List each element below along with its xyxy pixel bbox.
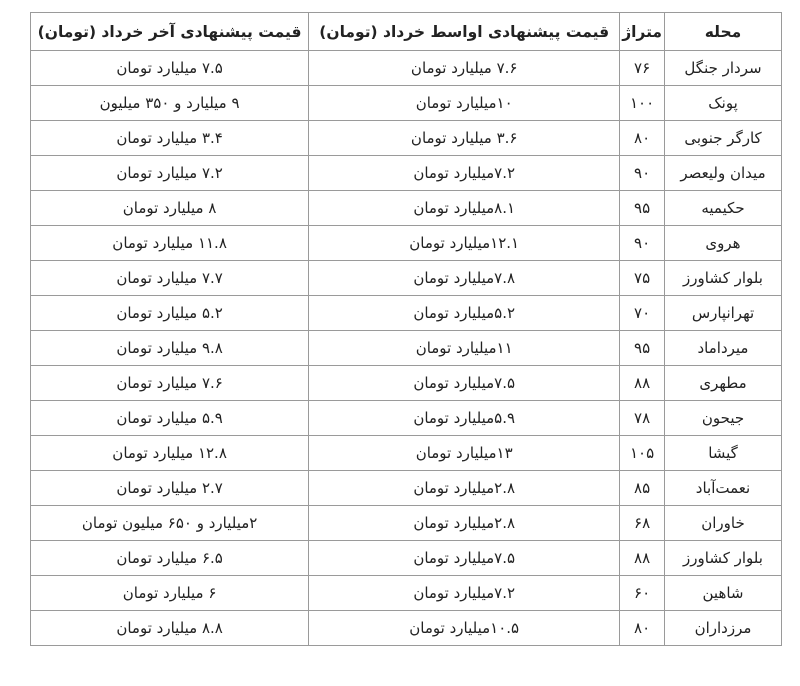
cell-end-price: ۱۲.۸ میلیارد تومان	[31, 436, 309, 471]
cell-mid-price: ۷.۲میلیارد تومان	[309, 156, 620, 191]
cell-area: ۸۵	[620, 471, 665, 506]
cell-mid-price: ۱۰میلیارد تومان	[309, 86, 620, 121]
cell-mid-price: ۷.۵میلیارد تومان	[309, 366, 620, 401]
cell-neighborhood: پونک	[665, 86, 782, 121]
cell-end-price: ۸.۸ میلیارد تومان	[31, 611, 309, 646]
cell-area: ۹۵	[620, 331, 665, 366]
cell-mid-price: ۵.۹میلیارد تومان	[309, 401, 620, 436]
cell-neighborhood: گیشا	[665, 436, 782, 471]
cell-end-price: ۸ میلیارد تومان	[31, 191, 309, 226]
table-row	[31, 436, 782, 471]
cell-neighborhood: حکیمیه	[665, 191, 782, 226]
cell-area: ۱۰۵	[620, 436, 665, 471]
table-row	[31, 156, 782, 191]
cell-end-price: ۱۱.۸ میلیارد تومان	[31, 226, 309, 261]
cell-neighborhood: خاوران	[665, 506, 782, 541]
cell-mid-price: ۱۰.۵میلیارد تومان	[309, 611, 620, 646]
cell-end-price: ۷.۵ میلیارد تومان	[31, 51, 309, 86]
cell-area: ۷۶	[620, 51, 665, 86]
table-row	[31, 401, 782, 436]
header-row	[31, 13, 782, 51]
cell-neighborhood: کارگر جنوبی	[665, 121, 782, 156]
cell-mid-price: ۷.۸میلیارد تومان	[309, 261, 620, 296]
cell-mid-price: ۸.۱میلیارد تومان	[309, 191, 620, 226]
cell-end-price: ۷.۷ میلیارد تومان	[31, 261, 309, 296]
cell-neighborhood: تهرانپارس	[665, 296, 782, 331]
table-row	[31, 226, 782, 261]
price-table	[30, 12, 782, 646]
cell-mid-price: ۵.۲میلیارد تومان	[309, 296, 620, 331]
cell-area: ۷۰	[620, 296, 665, 331]
table-row	[31, 611, 782, 646]
cell-area: ۷۸	[620, 401, 665, 436]
cell-area: ۹۵	[620, 191, 665, 226]
cell-neighborhood: مطهری	[665, 366, 782, 401]
cell-neighborhood: جیحون	[665, 401, 782, 436]
header-end-price: قیمت پیشنهادی آخر خرداد (تومان)	[31, 13, 309, 51]
cell-area: ۶۰	[620, 576, 665, 611]
cell-mid-price: ۲.۸میلیارد تومان	[309, 506, 620, 541]
cell-area: ۸۸	[620, 541, 665, 576]
cell-area: ۹۰	[620, 156, 665, 191]
cell-area: ۱۰۰	[620, 86, 665, 121]
cell-neighborhood: بلوار کشاورز	[665, 261, 782, 296]
cell-end-price: ۵.۲ میلیارد تومان	[31, 296, 309, 331]
cell-end-price: ۵.۹ میلیارد تومان	[31, 401, 309, 436]
table-row	[31, 331, 782, 366]
cell-end-price: ۷.۶ میلیارد تومان	[31, 366, 309, 401]
table-row	[31, 261, 782, 296]
cell-mid-price: ۱۳میلیارد تومان	[309, 436, 620, 471]
cell-mid-price: ۱۱میلیارد تومان	[309, 331, 620, 366]
cell-end-price: ۷.۲ میلیارد تومان	[31, 156, 309, 191]
cell-area: ۸۸	[620, 366, 665, 401]
cell-neighborhood: مرزداران	[665, 611, 782, 646]
table-row	[31, 541, 782, 576]
table-row	[31, 51, 782, 86]
cell-neighborhood: هروی	[665, 226, 782, 261]
cell-end-price: ۲میلیارد و ۶۵۰ میلیون تومان	[31, 506, 309, 541]
table-row	[31, 296, 782, 331]
cell-mid-price: ۷.۲میلیارد تومان	[309, 576, 620, 611]
cell-end-price: ۲.۷ میلیارد تومان	[31, 471, 309, 506]
table-row	[31, 121, 782, 156]
cell-neighborhood: بلوار کشاورز	[665, 541, 782, 576]
header-neighborhood: محله	[665, 13, 782, 51]
table-row	[31, 471, 782, 506]
cell-neighborhood: شاهین	[665, 576, 782, 611]
cell-area: ۸۰	[620, 121, 665, 156]
cell-mid-price: ۳.۶ میلیارد تومان	[309, 121, 620, 156]
cell-end-price: ۹ میلیارد و ۳۵۰ میلیون	[31, 86, 309, 121]
table-row	[31, 366, 782, 401]
cell-end-price: ۳.۴ میلیارد تومان	[31, 121, 309, 156]
header-area: متراژ	[620, 13, 665, 51]
table-row	[31, 506, 782, 541]
cell-neighborhood: نعمت‌آباد	[665, 471, 782, 506]
cell-area: ۷۵	[620, 261, 665, 296]
cell-area: ۶۸	[620, 506, 665, 541]
cell-area: ۸۰	[620, 611, 665, 646]
cell-neighborhood: میرداماد	[665, 331, 782, 366]
cell-end-price: ۶ میلیارد تومان	[31, 576, 309, 611]
header-mid-price: قیمت پیشنهادی اواسط خرداد (تومان)	[309, 13, 620, 51]
table-row	[31, 191, 782, 226]
cell-area: ۹۰	[620, 226, 665, 261]
cell-end-price: ۶.۵ میلیارد تومان	[31, 541, 309, 576]
cell-neighborhood: میدان ولیعصر	[665, 156, 782, 191]
cell-mid-price: ۱۲.۱میلیارد تومان	[309, 226, 620, 261]
table-row	[31, 576, 782, 611]
cell-mid-price: ۷.۵میلیارد تومان	[309, 541, 620, 576]
cell-mid-price: ۷.۶ میلیارد تومان	[309, 51, 620, 86]
cell-neighborhood: سردار جنگل	[665, 51, 782, 86]
cell-mid-price: ۲.۸میلیارد تومان	[309, 471, 620, 506]
cell-end-price: ۹.۸ میلیارد تومان	[31, 331, 309, 366]
table-row	[31, 86, 782, 121]
